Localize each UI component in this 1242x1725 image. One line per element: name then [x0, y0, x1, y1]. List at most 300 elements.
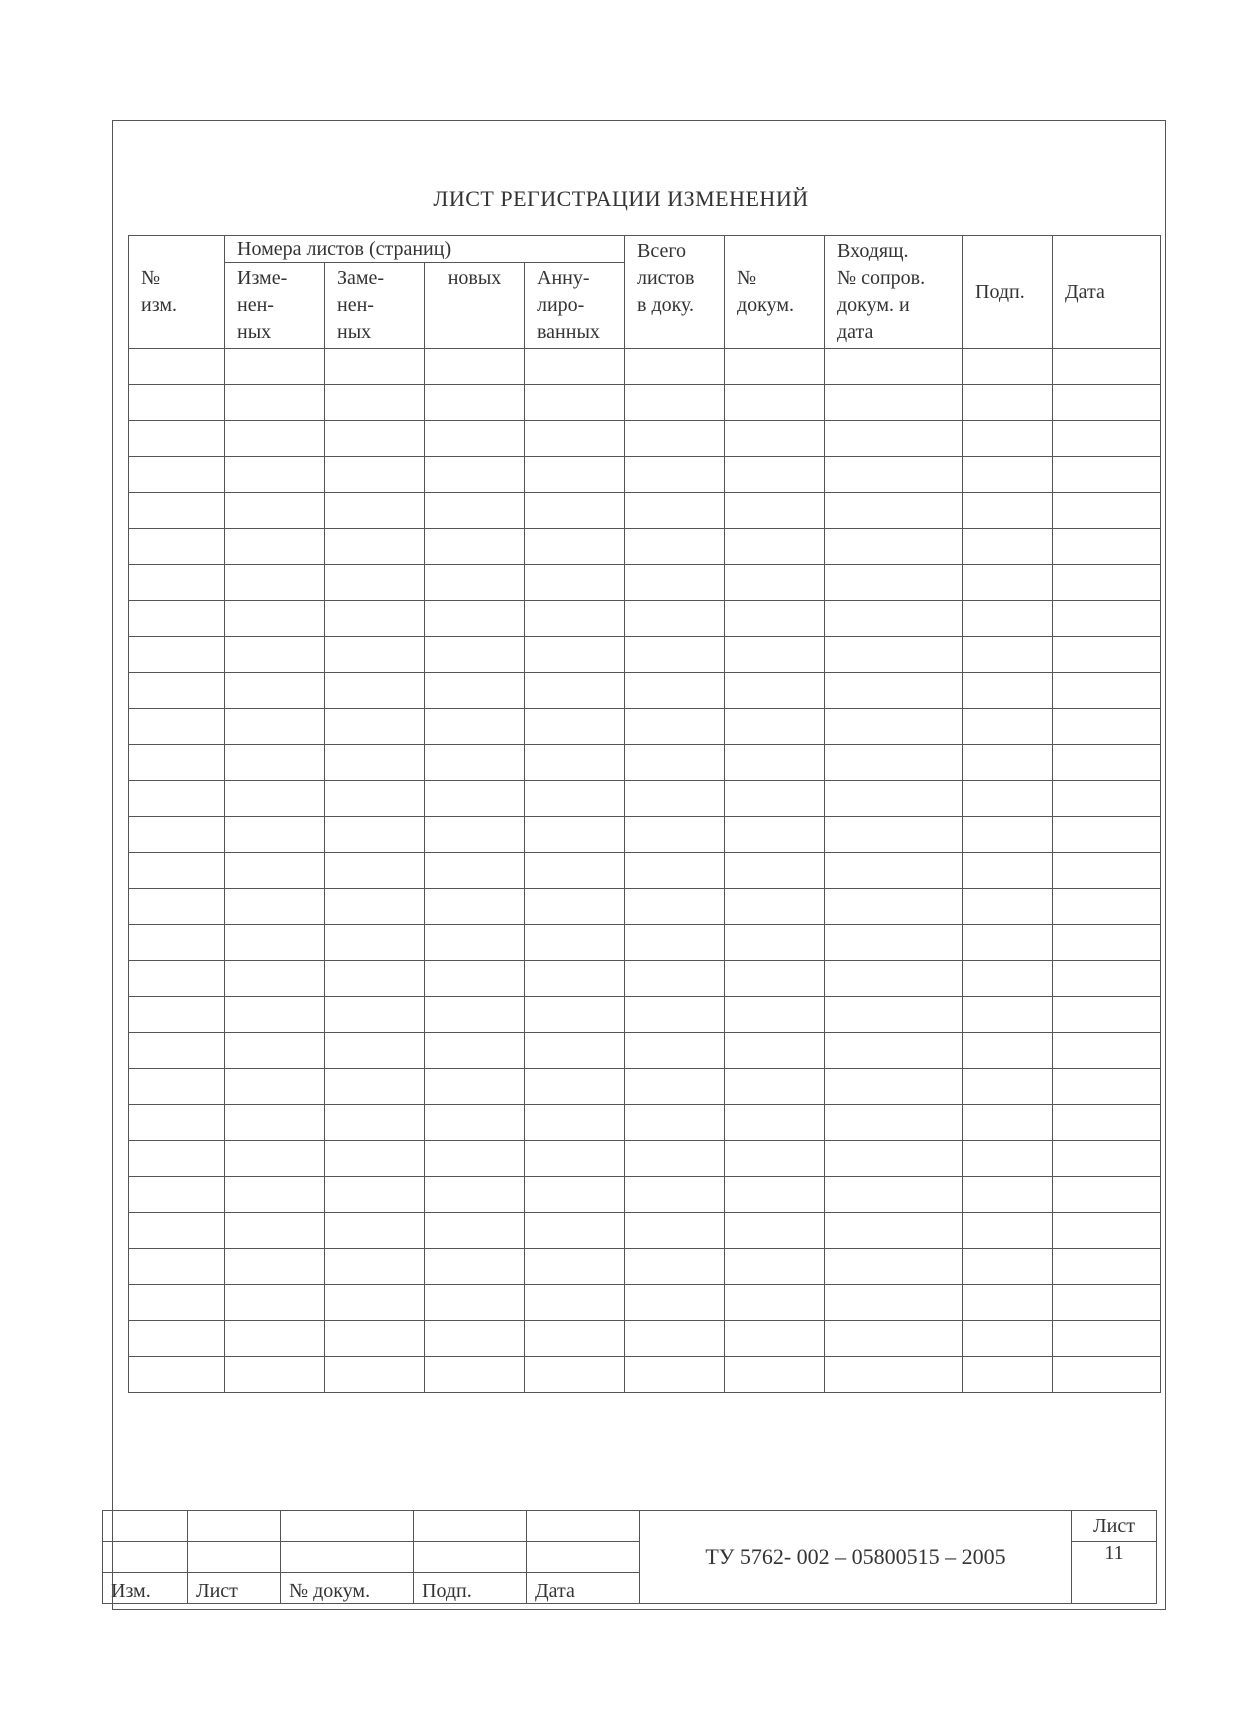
- stamp-doc-num-label: № докум.: [281, 1573, 414, 1604]
- table-cell: [525, 925, 625, 961]
- table-cell: [325, 457, 425, 493]
- table-cell: [225, 709, 325, 745]
- table-cell: [225, 565, 325, 601]
- table-cell: [625, 1249, 725, 1285]
- table-cell: [825, 385, 963, 421]
- table-cell: [825, 565, 963, 601]
- table-cell: [725, 1357, 825, 1393]
- table-cell: [1053, 385, 1161, 421]
- table-cell: [1053, 1213, 1161, 1249]
- table-row: [129, 349, 1161, 385]
- table-cell: [325, 1033, 425, 1069]
- header-sheet-numbers: Номера листов (страниц): [225, 236, 625, 263]
- table-cell: [825, 709, 963, 745]
- table-cell: [525, 817, 625, 853]
- table-cell: [425, 493, 525, 529]
- table-cell: [725, 1033, 825, 1069]
- table-cell: [325, 1177, 425, 1213]
- table-cell: [525, 781, 625, 817]
- table-cell: [225, 349, 325, 385]
- table-cell: [625, 745, 725, 781]
- table-cell: [963, 889, 1053, 925]
- table-cell: [525, 457, 625, 493]
- table-cell: [963, 457, 1053, 493]
- table-cell: [725, 493, 825, 529]
- sheet-label: Лист: [1072, 1511, 1157, 1542]
- table-cell: [325, 853, 425, 889]
- table-cell: [425, 385, 525, 421]
- table-row: [129, 745, 1161, 781]
- table-cell: [425, 1213, 525, 1249]
- document-code: ТУ 5762- 002 – 05800515 – 2005: [640, 1511, 1072, 1604]
- header-total-sheets: Всего листов в доку.: [625, 236, 725, 349]
- table-cell: [325, 817, 425, 853]
- table-cell: [129, 781, 225, 817]
- table-cell: [325, 781, 425, 817]
- table-cell: [725, 709, 825, 745]
- table-row: [129, 529, 1161, 565]
- table-cell: [325, 709, 425, 745]
- table-cell: [825, 601, 963, 637]
- table-cell: [225, 925, 325, 961]
- table-cell: [525, 493, 625, 529]
- table-cell: [963, 817, 1053, 853]
- stamp-cell: [414, 1542, 527, 1573]
- table-cell: [963, 1069, 1053, 1105]
- table-cell: [129, 493, 225, 529]
- table-cell: [525, 853, 625, 889]
- table-cell: [525, 1105, 625, 1141]
- table-cell: [825, 817, 963, 853]
- table-cell: [625, 781, 725, 817]
- table-cell: [425, 1177, 525, 1213]
- table-cell: [625, 1321, 725, 1357]
- table-cell: [425, 709, 525, 745]
- table-cell: [129, 1321, 225, 1357]
- header-doc-num: № докум.: [725, 236, 825, 349]
- table-cell: [425, 1105, 525, 1141]
- table-cell: [325, 745, 425, 781]
- page-title: ЛИСТ РЕГИСТРАЦИИ ИЗМЕНЕНИЙ: [433, 186, 809, 211]
- table-cell: [963, 673, 1053, 709]
- table-cell: [625, 565, 725, 601]
- table-cell: [325, 493, 425, 529]
- table-cell: [963, 1321, 1053, 1357]
- title-block: [102, 1510, 1157, 1604]
- table-cell: [625, 1285, 725, 1321]
- table-cell: [129, 637, 225, 673]
- table-cell: [225, 601, 325, 637]
- table-cell: [963, 1033, 1053, 1069]
- table-cell: [225, 457, 325, 493]
- table-cell: [1053, 1069, 1161, 1105]
- table-cell: [1053, 1285, 1161, 1321]
- table-cell: [225, 1249, 325, 1285]
- table-cell: [525, 961, 625, 997]
- table-cell: [825, 925, 963, 961]
- stamp-cell: [527, 1511, 640, 1542]
- table-row: [129, 817, 1161, 853]
- table-cell: [625, 493, 725, 529]
- table-cell: [325, 1321, 425, 1357]
- table-cell: [1053, 421, 1161, 457]
- table-cell: [1053, 997, 1161, 1033]
- table-cell: [325, 1105, 425, 1141]
- table-cell: [425, 817, 525, 853]
- table-cell: [225, 673, 325, 709]
- table-cell: [425, 1285, 525, 1321]
- table-cell: [963, 1177, 1053, 1213]
- table-row: [129, 601, 1161, 637]
- table-cell: [963, 565, 1053, 601]
- table-cell: [963, 781, 1053, 817]
- table-cell: [1053, 817, 1161, 853]
- table-cell: [625, 1105, 725, 1141]
- table-cell: [425, 781, 525, 817]
- table-cell: [525, 385, 625, 421]
- header-sign: Подп.: [963, 236, 1053, 349]
- table-cell: [129, 421, 225, 457]
- header-replaced: Заме- нен- ных: [325, 263, 425, 349]
- table-cell: [225, 961, 325, 997]
- table-cell: [225, 1177, 325, 1213]
- table-cell: [129, 997, 225, 1033]
- header-annulled: Анну- лиро- ванных: [525, 263, 625, 349]
- registration-table: [128, 235, 1161, 1393]
- table-cell: [963, 1213, 1053, 1249]
- table-cell: [825, 961, 963, 997]
- table-cell: [825, 529, 963, 565]
- table-cell: [325, 601, 425, 637]
- table-cell: [625, 997, 725, 1033]
- table-cell: [963, 349, 1053, 385]
- table-cell: [129, 565, 225, 601]
- table-cell: [1053, 1033, 1161, 1069]
- table-cell: [129, 1033, 225, 1069]
- table-cell: [825, 1213, 963, 1249]
- table-cell: [625, 853, 725, 889]
- table-row: [129, 781, 1161, 817]
- table-cell: [963, 1105, 1053, 1141]
- table-cell: [725, 961, 825, 997]
- table-cell: [625, 817, 725, 853]
- table-cell: [825, 853, 963, 889]
- table-cell: [725, 1069, 825, 1105]
- table-cell: [525, 1069, 625, 1105]
- table-row: [129, 1285, 1161, 1321]
- table-cell: [1053, 637, 1161, 673]
- table-cell: [425, 1357, 525, 1393]
- stamp-cell: [188, 1511, 281, 1542]
- table-cell: [625, 529, 725, 565]
- table-cell: [325, 961, 425, 997]
- table-row: [129, 457, 1161, 493]
- table-cell: [725, 853, 825, 889]
- table-cell: [225, 1357, 325, 1393]
- table-cell: [425, 961, 525, 997]
- table-row: [129, 709, 1161, 745]
- table-cell: [129, 889, 225, 925]
- table-cell: [525, 349, 625, 385]
- table-cell: [625, 601, 725, 637]
- table-cell: [725, 745, 825, 781]
- table-cell: [625, 349, 725, 385]
- table-row: [129, 421, 1161, 457]
- table-cell: [963, 493, 1053, 529]
- table-row: [129, 1141, 1161, 1177]
- stamp-izm-label: Изм.: [103, 1573, 188, 1604]
- table-cell: [825, 1249, 963, 1285]
- table-cell: [425, 1069, 525, 1105]
- table-cell: [129, 529, 225, 565]
- table-cell: [525, 1321, 625, 1357]
- table-cell: [325, 1357, 425, 1393]
- table-cell: [425, 1321, 525, 1357]
- table-cell: [425, 529, 525, 565]
- table-cell: [225, 853, 325, 889]
- table-row: [129, 961, 1161, 997]
- table-cell: [129, 817, 225, 853]
- table-cell: [625, 385, 725, 421]
- table-cell: [129, 709, 225, 745]
- table-cell: [625, 1069, 725, 1105]
- table-cell: [725, 637, 825, 673]
- table-cell: [1053, 709, 1161, 745]
- table-cell: [963, 601, 1053, 637]
- table-cell: [625, 889, 725, 925]
- table-cell: [725, 1249, 825, 1285]
- table-cell: [725, 1177, 825, 1213]
- table-cell: [963, 997, 1053, 1033]
- table-cell: [225, 781, 325, 817]
- table-cell: [963, 1141, 1053, 1177]
- table-cell: [825, 457, 963, 493]
- table-cell: [1053, 529, 1161, 565]
- table-row: [129, 1177, 1161, 1213]
- table-cell: [1053, 673, 1161, 709]
- table-cell: [825, 421, 963, 457]
- table-cell: [225, 637, 325, 673]
- table-row: [129, 673, 1161, 709]
- table-cell: [1053, 781, 1161, 817]
- stamp-sign-label: Подп.: [414, 1573, 527, 1604]
- table-cell: [1053, 601, 1161, 637]
- table-cell: [525, 1213, 625, 1249]
- table-cell: [963, 961, 1053, 997]
- stamp-cell: [281, 1542, 414, 1573]
- table-cell: [725, 529, 825, 565]
- table-cell: [963, 709, 1053, 745]
- table-cell: [525, 1177, 625, 1213]
- table-cell: [725, 925, 825, 961]
- table-cell: [1053, 349, 1161, 385]
- stamp-list-label: Лист: [188, 1573, 281, 1604]
- table-cell: [325, 997, 425, 1033]
- table-cell: [525, 1141, 625, 1177]
- table-cell: [963, 1249, 1053, 1285]
- table-cell: [425, 1249, 525, 1285]
- table-cell: [325, 1249, 425, 1285]
- table-cell: [425, 421, 525, 457]
- table-cell: [825, 889, 963, 925]
- stamp-date-label: Дата: [527, 1573, 640, 1604]
- table-cell: [225, 1321, 325, 1357]
- table-row: [129, 1357, 1161, 1393]
- table-cell: [725, 1285, 825, 1321]
- table-cell: [625, 1357, 725, 1393]
- table-row: [129, 1249, 1161, 1285]
- table-cell: [425, 637, 525, 673]
- table-cell: [625, 1141, 725, 1177]
- table-cell: [625, 673, 725, 709]
- table-cell: [325, 673, 425, 709]
- header-incoming: Входящ. № сопров. докум. и дата: [825, 236, 963, 349]
- table-cell: [725, 349, 825, 385]
- table-cell: [1053, 853, 1161, 889]
- table-cell: [129, 1285, 225, 1321]
- table-cell: [1053, 493, 1161, 529]
- table-cell: [825, 1321, 963, 1357]
- table-cell: [525, 637, 625, 673]
- table-cell: [963, 421, 1053, 457]
- table-cell: [525, 709, 625, 745]
- sheet-number: 11: [1072, 1542, 1157, 1604]
- table-cell: [525, 1249, 625, 1285]
- table-cell: [963, 637, 1053, 673]
- stamp-cell: [414, 1511, 527, 1542]
- table-cell: [425, 1033, 525, 1069]
- table-cell: [525, 529, 625, 565]
- table-cell: [825, 1069, 963, 1105]
- table-cell: [425, 853, 525, 889]
- table-cell: [129, 1141, 225, 1177]
- table-cell: [725, 565, 825, 601]
- table-cell: [625, 1213, 725, 1249]
- table-cell: [725, 1141, 825, 1177]
- table-cell: [525, 565, 625, 601]
- table-cell: [625, 457, 725, 493]
- table-cell: [825, 1177, 963, 1213]
- table-cell: [425, 673, 525, 709]
- table-cell: [725, 1105, 825, 1141]
- table-cell: [725, 385, 825, 421]
- table-cell: [963, 385, 1053, 421]
- table-cell: [129, 1177, 225, 1213]
- table-cell: [129, 1069, 225, 1105]
- table-cell: [225, 745, 325, 781]
- table-cell: [725, 817, 825, 853]
- table-cell: [825, 1105, 963, 1141]
- table-cell: [825, 1141, 963, 1177]
- table-cell: [963, 1285, 1053, 1321]
- stamp-cell: [103, 1511, 188, 1542]
- table-cell: [725, 1321, 825, 1357]
- table-row: [129, 1105, 1161, 1141]
- table-cell: [225, 385, 325, 421]
- table-cell: [425, 889, 525, 925]
- table-cell: [129, 457, 225, 493]
- table-cell: [725, 457, 825, 493]
- table-cell: [525, 889, 625, 925]
- table-cell: [225, 1213, 325, 1249]
- table-cell: [825, 997, 963, 1033]
- table-cell: [129, 601, 225, 637]
- table-cell: [625, 637, 725, 673]
- table-cell: [129, 1249, 225, 1285]
- table-cell: [525, 1357, 625, 1393]
- table-cell: [725, 673, 825, 709]
- table-cell: [225, 1285, 325, 1321]
- table-cell: [129, 1213, 225, 1249]
- table-row: [129, 925, 1161, 961]
- table-cell: [525, 601, 625, 637]
- table-cell: [225, 421, 325, 457]
- table-cell: [1053, 889, 1161, 925]
- table-cell: [825, 349, 963, 385]
- table-cell: [1053, 1321, 1161, 1357]
- table-row: [129, 1069, 1161, 1105]
- table-row: [129, 1033, 1161, 1069]
- table-cell: [325, 1069, 425, 1105]
- table-cell: [325, 889, 425, 925]
- table-cell: [525, 997, 625, 1033]
- table-cell: [425, 745, 525, 781]
- table-cell: [225, 997, 325, 1033]
- table-cell: [525, 745, 625, 781]
- table-cell: [825, 493, 963, 529]
- table-cell: [725, 601, 825, 637]
- table-cell: [129, 853, 225, 889]
- table-cell: [625, 709, 725, 745]
- table-cell: [325, 421, 425, 457]
- table-cell: [225, 493, 325, 529]
- table-cell: [963, 529, 1053, 565]
- table-cell: [963, 853, 1053, 889]
- table-cell: [1053, 745, 1161, 781]
- table-cell: [825, 1285, 963, 1321]
- stamp-cell: [527, 1542, 640, 1573]
- table-cell: [225, 1069, 325, 1105]
- table-row: [129, 493, 1161, 529]
- table-cell: [225, 1141, 325, 1177]
- table-cell: [225, 1033, 325, 1069]
- table-cell: [129, 673, 225, 709]
- table-cell: [1053, 961, 1161, 997]
- table-cell: [425, 601, 525, 637]
- header-num-izm: № изм.: [129, 236, 225, 349]
- table-cell: [525, 673, 625, 709]
- table-cell: [129, 745, 225, 781]
- table-cell: [825, 637, 963, 673]
- table-row: [129, 853, 1161, 889]
- table-cell: [325, 925, 425, 961]
- table-cell: [1053, 1105, 1161, 1141]
- table-cell: [129, 1105, 225, 1141]
- stamp-cell: [103, 1542, 188, 1573]
- table-row: [129, 565, 1161, 601]
- table-cell: [225, 889, 325, 925]
- table-cell: [963, 1357, 1053, 1393]
- table-cell: [225, 529, 325, 565]
- table-cell: [625, 961, 725, 997]
- stamp-cell: [281, 1511, 414, 1542]
- table-cell: [525, 1033, 625, 1069]
- table-cell: [129, 925, 225, 961]
- table-cell: [725, 781, 825, 817]
- table-cell: [425, 349, 525, 385]
- table-cell: [129, 1357, 225, 1393]
- table-cell: [825, 781, 963, 817]
